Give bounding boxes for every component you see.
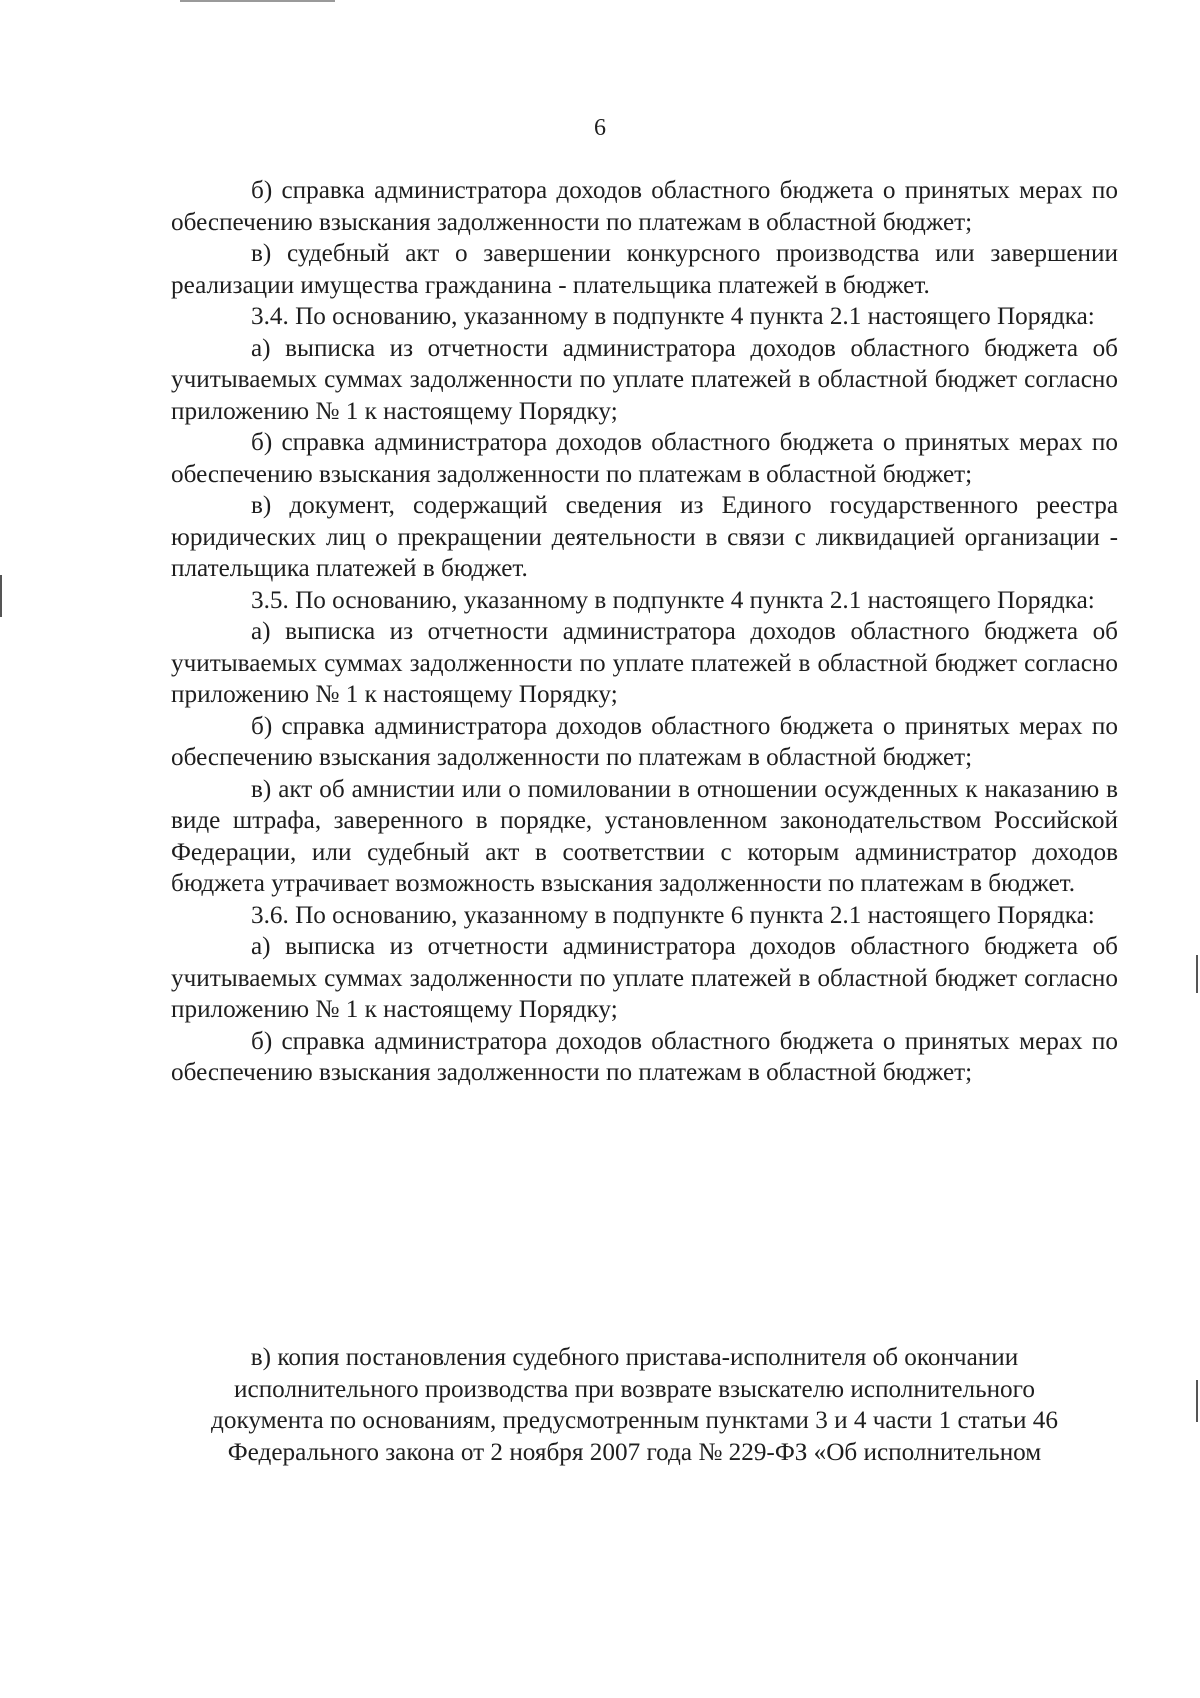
last-paragraph-line: в) копия постановления судебного пристава-исполнителя об окончании [250,1344,1019,1371]
paragraph: в) акт об амнистии или о помиловании в отношении осужденных к наказанию в виде штрафа, заверенного в порядке, установленном законодательством Российской Федерации, или судебный акт в соответствии с которым администратор доходов бюджета утрачивает возможность взыскания задолженности по платежам в бюджет. [171,775,1118,897]
paragraph: б) справка администратора доходов областного бюджета о принятых мерах по обеспечению взыскания задолженности по платежам в областной бюджет; [171,429,1118,488]
last-paragraph-line: Федерального закона от 2 ноября 2007 года № 229-ФЗ «Об исполнительном [227,1438,1042,1466]
scan-top-edge-line [180,0,335,2]
paragraph: в) документ, содержащий сведения из Единого государственного реестра юридических лиц о прекращении деятельности в связи с ликвидацией организации - плательщика платежей в бюджет. [171,492,1118,582]
paragraph: б) справка администратора доходов областного бюджета о принятых мерах по обеспечению взыскания задолженности по платежам в областной бюджет; [171,1027,1118,1086]
scan-edge-mark [0,575,2,617]
paragraph: б) справка администратора доходов областного бюджета о принятых мерах по обеспечению взыскания задолженности по платежам в областной бюджет; [171,177,1118,236]
paragraph: в) судебный акт о завершении конкурсного производства или завершении реализации имущества гражданина - плательщика платежей в бюджет. [171,240,1118,299]
paragraph: 3.6. По основанию, указанному в подпункте 6 пункта 2.1 настоящего Порядка: [251,901,1095,929]
paragraph: а) выписка из отчетности администратора доходов областного бюджета об учитываемых суммах задолженности по уплате платежей в областной бюджет согласно приложению № 1 к настоящему Порядку; [171,618,1118,708]
last-paragraph [161,1342,1108,1468]
page-number: 6 [594,115,606,141]
paragraph: 3.4. По основанию, указанному в подпункте 4 пункта 2.1 настоящего Порядка: [251,303,1095,330]
paragraph: 3.5. По основанию, указанному в подпункте 4 пункта 2.1 настоящего Порядка: [251,586,1095,614]
scan-edge-mark [1196,1380,1198,1422]
last-paragraph-line: исполнительного производства при возврате взыскателю исполнительного [234,1375,1035,1403]
paragraph: б) справка администратора доходов областного бюджета о принятых мерах по обеспечению взыскания задолженности по платежам в областной бюджет; [171,712,1118,771]
paragraph: а) выписка из отчетности администратора доходов областного бюджета об учитываемых суммах задолженности по уплате платежей в областной бюджет согласно приложению № 1 к настоящему Порядку; [171,933,1118,1023]
document-body [171,175,1118,1466]
last-paragraph-line: документа по основаниям, предусмотренным пунктами 3 и 4 части 1 статьи 46 [211,1407,1058,1434]
paragraph: а) выписка из отчетности администратора доходов областного бюджета об учитываемых суммах задолженности по уплате платежей в областной бюджет согласно приложению № 1 к настоящему Порядку; [171,334,1118,425]
scan-edge-mark [1196,955,1198,993]
